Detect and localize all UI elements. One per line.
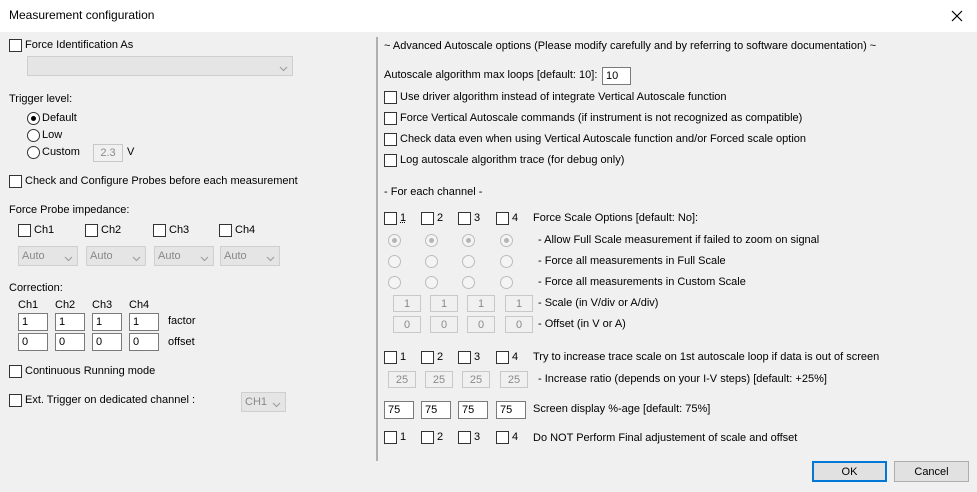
- probe-ch3-dropdown[interactable]: [154, 246, 214, 266]
- probe-ch3-value: Auto: [158, 250, 181, 262]
- option-force-vertical-label: Force Vertical Autoscale commands (if instrument is not recognized as compatible): [400, 112, 803, 124]
- trigger-custom-radio[interactable]: [27, 146, 40, 159]
- custom-trigger-input[interactable]: 2.3: [93, 144, 123, 162]
- full-scale-ch4-radio[interactable]: [500, 255, 513, 268]
- force-identification-dropdown[interactable]: [27, 56, 293, 76]
- correction-label: Correction:: [9, 282, 63, 294]
- offset-scale-ch3-input[interactable]: 0: [467, 316, 495, 333]
- increase-ch4-input[interactable]: 25: [500, 371, 528, 388]
- offset-scale-ch4-input[interactable]: 0: [505, 316, 533, 333]
- final-adjust-ch4-label: 4: [512, 431, 519, 443]
- full-scale-fallback-ch4-radio[interactable]: [500, 234, 513, 247]
- final-adjust-ch2-checkbox[interactable]: [421, 431, 434, 444]
- full-scale-fallback-label: - Allow Full Scale measurement if failed to zoom on signal: [538, 234, 820, 246]
- for-each-channel-label: - For each channel -: [384, 186, 483, 198]
- trigger-level-label: Trigger level:: [9, 93, 73, 105]
- offset-ch3-input[interactable]: 0: [92, 333, 122, 351]
- try-increase-ch1-checkbox[interactable]: [384, 351, 397, 364]
- chevron-down-icon: [200, 253, 209, 265]
- full-scale-fallback-ch3-radio[interactable]: [462, 234, 475, 247]
- scale-ch3-input[interactable]: 1: [467, 295, 495, 312]
- probe-ch1-checkbox[interactable]: [18, 224, 31, 237]
- force-scale-ch1-checkbox[interactable]: [384, 212, 397, 225]
- option-force-vertical-checkbox[interactable]: [384, 112, 397, 125]
- try-increase-ch3-checkbox[interactable]: [458, 351, 471, 364]
- try-increase-ch2-label: 2: [437, 351, 444, 363]
- probe-ch1-value: Auto: [22, 250, 45, 262]
- offset-scale-ch2-input[interactable]: 0: [430, 316, 458, 333]
- final-adjust-ch1-checkbox[interactable]: [384, 431, 397, 444]
- close-icon: [951, 10, 963, 22]
- final-adjust-ch3-label: 3: [474, 431, 481, 443]
- trigger-low-radio[interactable]: [27, 129, 40, 142]
- probe-ch3-label: Ch3: [169, 224, 190, 236]
- probe-ch4-label: Ch4: [235, 224, 256, 236]
- max-loops-label: Autoscale algorithm max loops [default: 10]:: [384, 69, 598, 81]
- ok-button[interactable]: OK: [812, 461, 887, 482]
- full-scale-ch3-radio[interactable]: [462, 255, 475, 268]
- final-adjust-label: Do NOT Perform Final adjustement of scale and offset: [533, 432, 798, 444]
- factor-ch3-input[interactable]: 1: [92, 313, 122, 331]
- ext-trigger-value: CH1: [245, 396, 268, 408]
- trigger-default-label: Default: [42, 112, 77, 124]
- chevron-down-icon: [266, 253, 275, 265]
- trigger-default-radio[interactable]: [27, 112, 40, 125]
- factor-ch2-input[interactable]: 1: [55, 313, 85, 331]
- probe-ch4-checkbox[interactable]: [219, 224, 232, 237]
- force-scale-ch3-label: 3: [474, 212, 481, 224]
- chevron-down-icon: [132, 253, 141, 265]
- probe-ch4-value: Auto: [224, 250, 247, 262]
- display-ch2-input[interactable]: 75: [421, 401, 451, 419]
- close-button[interactable]: [940, 2, 974, 30]
- force-scale-ch2-checkbox[interactable]: [421, 212, 434, 225]
- final-adjust-ch1-label: 1: [400, 431, 407, 443]
- full-scale-fallback-ch2-radio[interactable]: [425, 234, 438, 247]
- continuous-running-label: Continuous Running mode: [25, 365, 156, 377]
- final-adjust-ch4-checkbox[interactable]: [496, 431, 509, 444]
- trigger-low-label: Low: [42, 129, 63, 141]
- force-scale-ch4-label: 4: [512, 212, 519, 224]
- custom-scale-ch3-radio[interactable]: [462, 276, 475, 289]
- chevron-down-icon: [279, 63, 288, 75]
- display-ch4-input[interactable]: 75: [496, 401, 526, 419]
- display-ch1-input[interactable]: 75: [384, 401, 414, 419]
- force-identification-checkbox[interactable]: [9, 39, 22, 52]
- option-log-trace-checkbox[interactable]: [384, 154, 397, 167]
- cancel-button[interactable]: Cancel: [894, 461, 969, 482]
- probe-ch4-dropdown[interactable]: [220, 246, 280, 266]
- increase-ch1-input[interactable]: 25: [388, 371, 416, 388]
- force-scale-ch1-label: 1: [400, 212, 407, 224]
- probe-ch2-checkbox[interactable]: [85, 224, 98, 237]
- try-increase-ch4-checkbox[interactable]: [496, 351, 509, 364]
- correction-header-ch1: Ch1: [18, 299, 39, 311]
- advanced-header: ~ Advanced Autoscale options (Please modify carefully and by referring to software documentation) ~: [384, 40, 877, 52]
- offset-scale-label: - Offset (in V or A): [538, 318, 626, 330]
- scale-ch4-input[interactable]: 1: [505, 295, 533, 312]
- offset-ch1-input[interactable]: 0: [18, 333, 48, 351]
- try-increase-ch1-label: 1: [400, 351, 407, 363]
- probe-ch1-label: Ch1: [34, 224, 55, 236]
- custom-unit-label: V: [127, 146, 135, 158]
- chevron-down-icon: [272, 399, 281, 411]
- probe-ch2-label: Ch2: [101, 224, 122, 236]
- trigger-custom-label: Custom: [42, 146, 80, 158]
- option-check-data-label: Check data even when using Vertical Autoscale function and/or Forced scale option: [400, 133, 807, 145]
- probe-ch1-dropdown[interactable]: [18, 246, 78, 266]
- scale-ch2-input[interactable]: 1: [430, 295, 458, 312]
- probe-impedance-label: Force Probe impedance:: [9, 204, 130, 216]
- full-scale-fallback-ch1-radio[interactable]: [388, 234, 401, 247]
- try-increase-label: Try to increase trace scale on 1st autoscale loop if data is out of screen: [533, 351, 880, 363]
- try-increase-ch2-checkbox[interactable]: [421, 351, 434, 364]
- scale-label: - Scale (in V/div or A/div): [538, 297, 659, 309]
- max-loops-input[interactable]: 10: [602, 67, 631, 85]
- continuous-running-checkbox[interactable]: [9, 365, 22, 378]
- custom-scale-ch1-radio[interactable]: [388, 276, 401, 289]
- chevron-down-icon: [64, 253, 73, 265]
- option-log-trace-label: Log autoscale algorithm trace (for debug only): [400, 154, 625, 166]
- try-increase-ch4-label: 4: [512, 351, 519, 363]
- force-scale-ch4-checkbox[interactable]: [496, 212, 509, 225]
- force-scale-label: Force Scale Options [default: No]:: [533, 212, 699, 224]
- window-title: Measurement configuration: [9, 8, 155, 22]
- panel-separator: [376, 37, 378, 461]
- increase-ch3-input[interactable]: 25: [462, 371, 490, 388]
- scale-ch1-input[interactable]: 1: [393, 295, 421, 312]
- factor-ch1-input[interactable]: 1: [18, 313, 48, 331]
- full-scale-ch2-radio[interactable]: [425, 255, 438, 268]
- custom-scale-ch4-radio[interactable]: [500, 276, 513, 289]
- force-scale-ch3-checkbox[interactable]: [458, 212, 471, 225]
- check-probes-checkbox[interactable]: [9, 175, 22, 188]
- increase-ratio-label: - Increase ratio (depends on your I-V steps) [default: +25%]: [538, 373, 827, 385]
- increase-ch2-input[interactable]: 25: [425, 371, 453, 388]
- ext-trigger-checkbox[interactable]: [9, 394, 22, 407]
- force-identification-label: Force Identification As: [25, 39, 134, 51]
- force-scale-ch2-label: 2: [437, 212, 444, 224]
- custom-scale-label: - Force all measurements in Custom Scale: [538, 276, 746, 288]
- probe-ch2-dropdown[interactable]: [86, 246, 146, 266]
- display-percentage-label: Screen display %-age [default: 75%]: [533, 403, 711, 415]
- option-driver-algorithm-label: Use driver algorithm instead of integrate Vertical Autoscale function: [400, 91, 727, 103]
- offset-ch4-input[interactable]: 0: [129, 333, 159, 351]
- title-bar: [0, 0, 977, 32]
- correction-header-ch2: Ch2: [55, 299, 76, 311]
- option-check-data-checkbox[interactable]: [384, 133, 397, 146]
- full-scale-label: - Force all measurements in Full Scale: [538, 255, 726, 267]
- probe-ch3-checkbox[interactable]: [153, 224, 166, 237]
- full-scale-ch1-radio[interactable]: [388, 255, 401, 268]
- check-probes-label: Check and Configure Probes before each measurement: [25, 175, 298, 187]
- correction-header-ch3: Ch3: [92, 299, 113, 311]
- offset-ch2-input[interactable]: 0: [55, 333, 85, 351]
- probe-ch2-value: Auto: [90, 250, 113, 262]
- custom-scale-ch2-radio[interactable]: [425, 276, 438, 289]
- factor-label: factor: [168, 315, 196, 327]
- display-ch3-input[interactable]: 75: [458, 401, 488, 419]
- correction-header-ch4: Ch4: [129, 299, 150, 311]
- offset-scale-ch1-input[interactable]: 0: [393, 316, 421, 333]
- ext-trigger-dropdown[interactable]: [241, 392, 286, 412]
- option-driver-algorithm-checkbox[interactable]: [384, 91, 397, 104]
- final-adjust-ch2-label: 2: [437, 431, 444, 443]
- final-adjust-ch3-checkbox[interactable]: [458, 431, 471, 444]
- ext-trigger-label: Ext. Trigger on dedicated channel :: [25, 394, 195, 406]
- try-increase-ch3-label: 3: [474, 351, 481, 363]
- offset-label: offset: [168, 336, 195, 348]
- factor-ch4-input[interactable]: 1: [129, 313, 159, 331]
